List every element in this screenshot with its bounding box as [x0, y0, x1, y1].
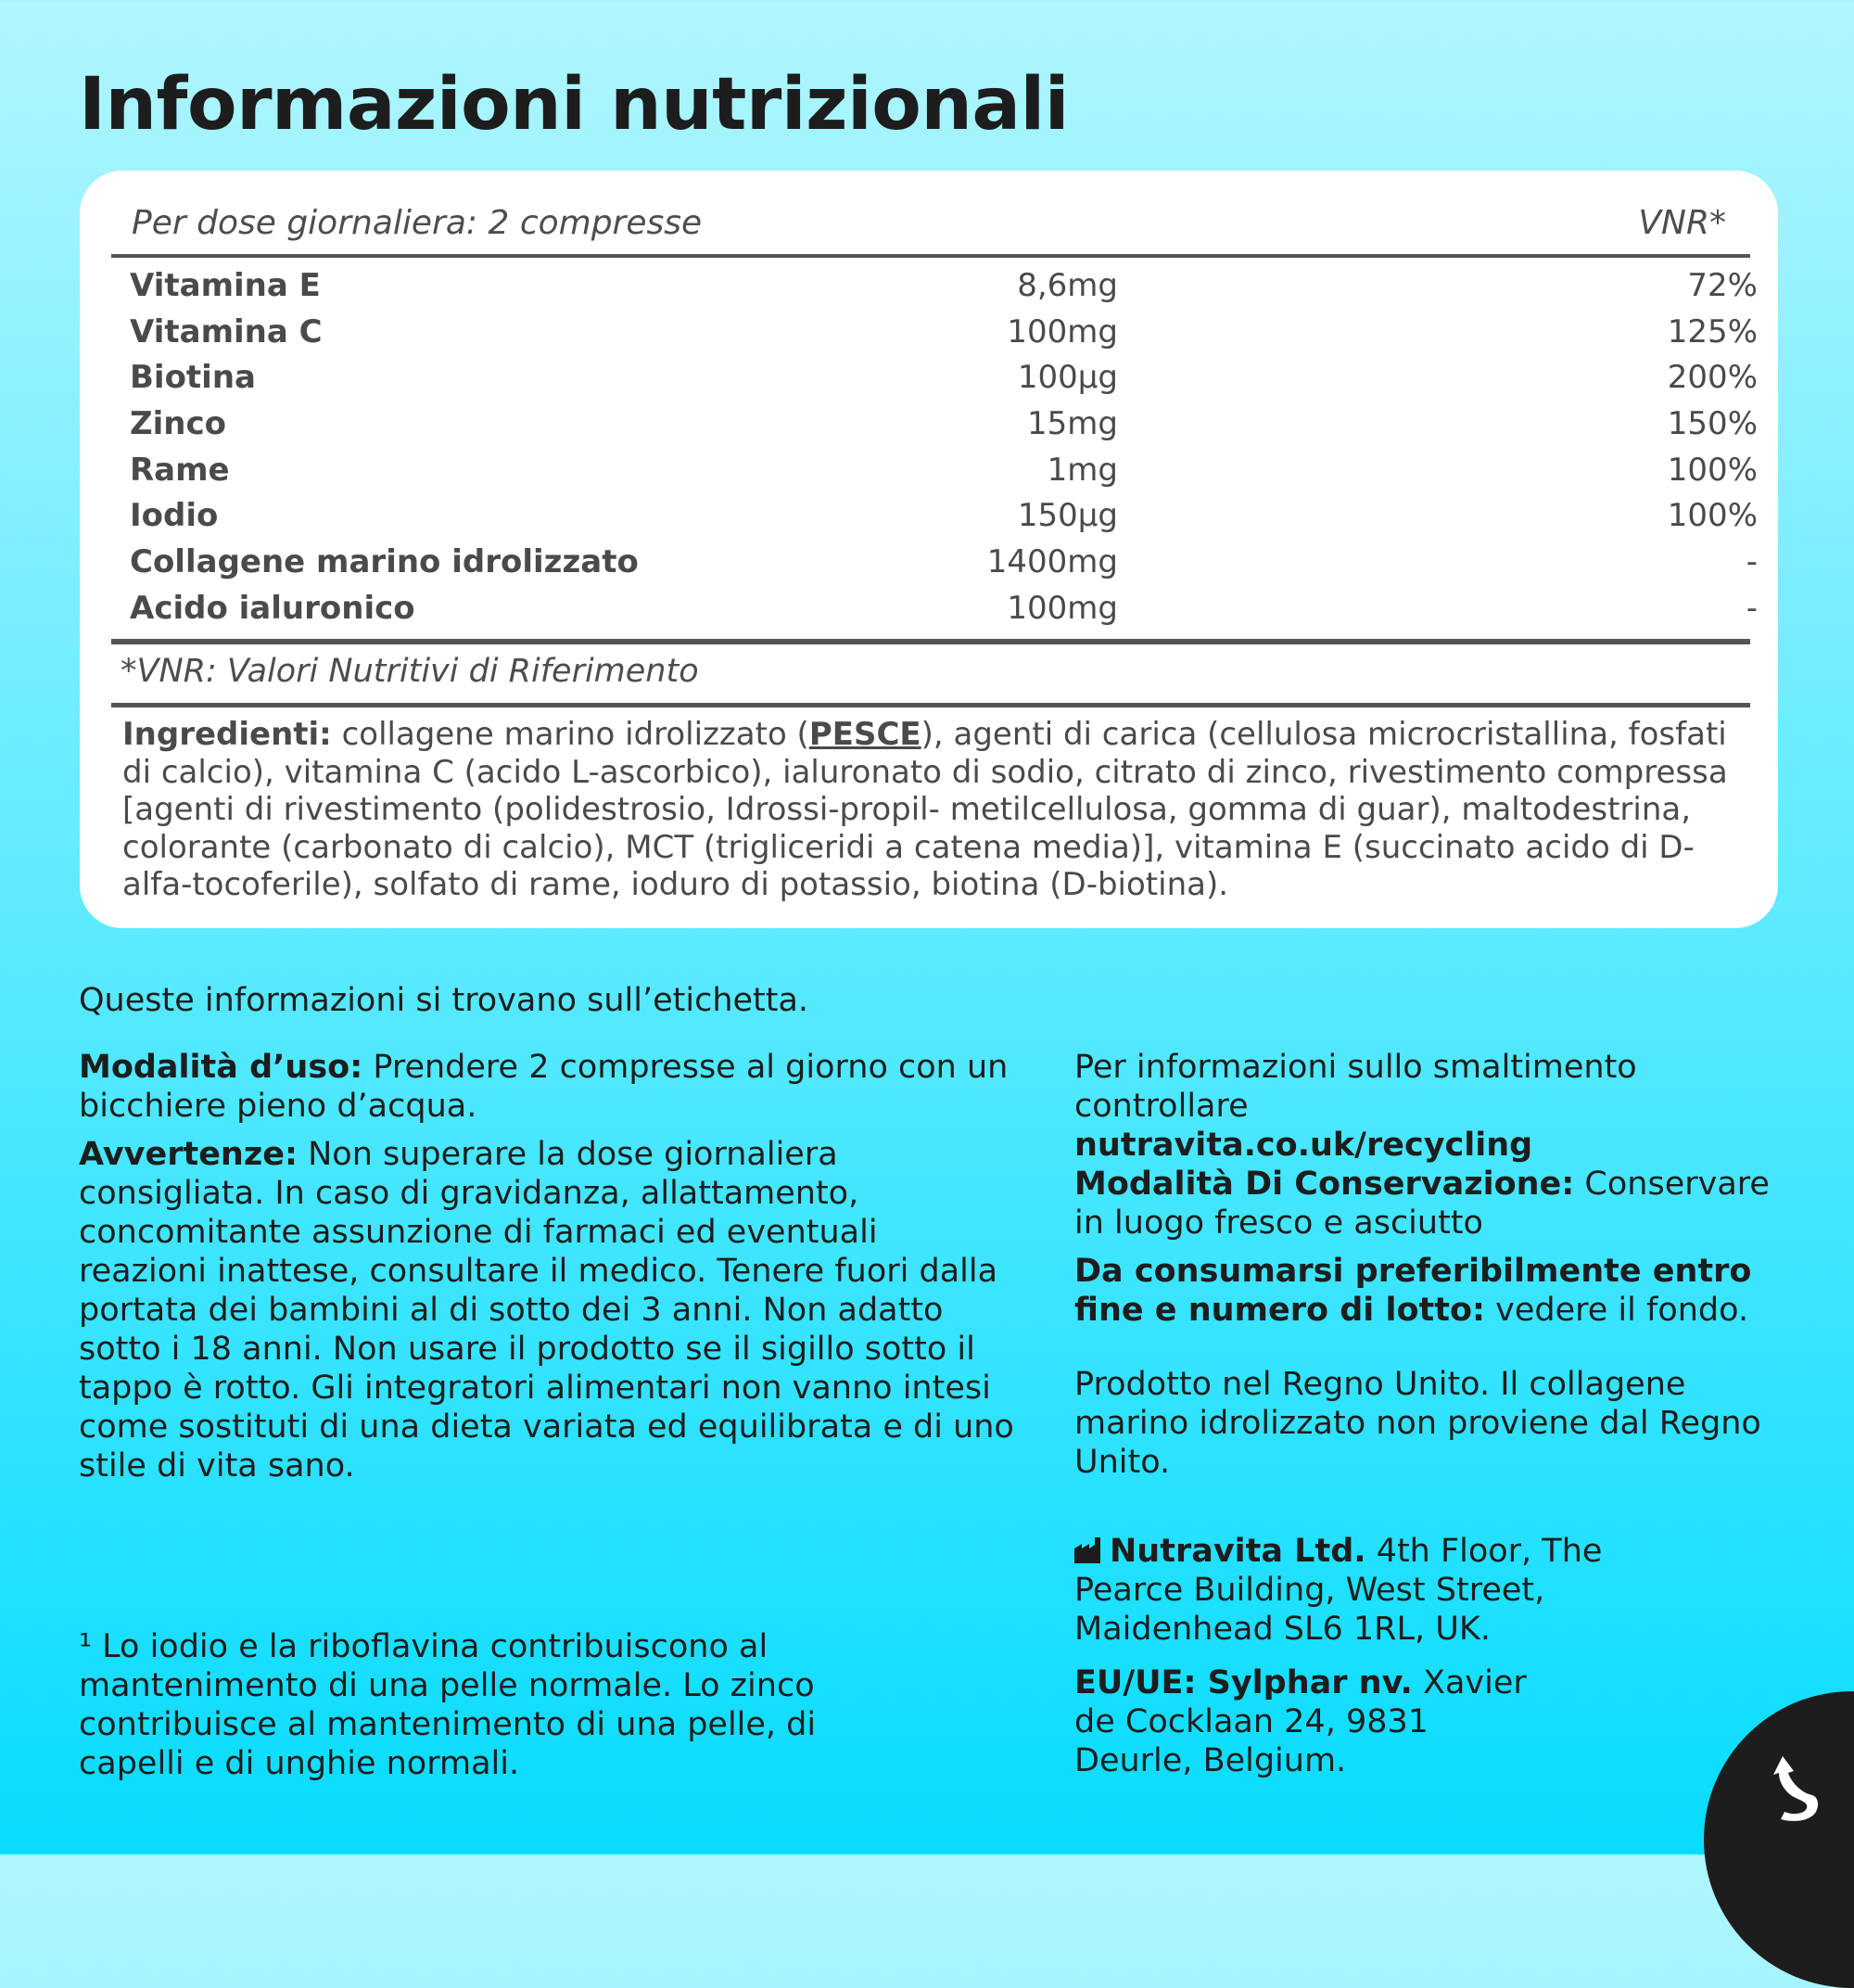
warnings — [79, 1135, 1015, 1485]
nutrient-vnr: 100% — [1667, 451, 1758, 489]
nutrient-name: Iodio — [130, 497, 219, 535]
ingredients-label: Ingredienti: — [122, 716, 332, 753]
storage-info — [1074, 1165, 1779, 1242]
eu-rep-label: EU/UE: Sylphar nv. — [1074, 1664, 1413, 1701]
label-info: Queste informazioni si trovano sull’etichetta. — [79, 982, 809, 1019]
best-before-label: Da consumarsi preferibilmente entro fine e numero di lotto: — [1074, 1253, 1752, 1329]
manufacturer-address: 4th Floor, The Pearce Building, West Street, Maidenhead SL6 1RL, UK. — [1074, 1533, 1603, 1648]
nutrient-amount: 15mg — [1027, 405, 1118, 443]
nutrient-name: Biotina — [130, 359, 256, 397]
storage-text: Conservare in luogo fresco e asciutto — [1074, 1166, 1770, 1242]
ingredients-text-end: ), agenti di carica (cellulosa microcristallina, fosfati di calcio), vitamina C (acido L-ascorbico), ialuronato di sodio, citrato di zinco, rivestimento compressa [agenti di rivestimento (polidestrosio, Idrossi-propil- metilcellulosa, gomma di guar), maltodestrina, colorante (carbonato di calcio), MCT (trigliceridi a catena media)], vitamina E (succinato acido di D-alfa-tocoferile), solfato di rame, ioduro di potassio, biotina (D-biotina). — [122, 716, 1728, 903]
table-row — [130, 491, 1758, 538]
warnings-text: Non superare la dose giornaliera consigliata. In caso di gravidanza, allattamento, concomitante assunzione di farmaci ed eventuali reazioni inattese, consultare il medico. Tenere fuori dalla portata dei bambini al di sotto dei 3 anni. Non adatto sotto i 18 anni. Non usare il prodotto se il sigillo sotto il tappo è rotto. Gli integratori alimentari non vanno intesi come sostituti di una dieta variata ed equilibrata e di uno stile di vita sano. — [79, 1136, 1014, 1485]
nutrient-amount: 1mg — [1047, 451, 1118, 489]
nutrient-amount: 150µg — [1017, 497, 1118, 535]
brand-badge — [1704, 1691, 1854, 1988]
nutrient-name: Vitamina E — [130, 267, 321, 304]
ingredients-text-start: collagene marino idrolizzato ( — [331, 716, 809, 753]
nutrient-vnr: 72% — [1687, 267, 1758, 304]
nutrient-name: Rame — [130, 451, 230, 489]
factory-icon — [1074, 1537, 1102, 1563]
serving-size: Per dose giornaliera: 2 compresse — [132, 204, 703, 242]
usage-text: Prendere 2 compresse al giorno con un bicchiere pieno d’acqua. — [79, 1049, 1009, 1125]
table-row — [130, 261, 1758, 308]
nutrient-vnr: 125% — [1667, 312, 1758, 350]
nutrient-vnr: - — [1746, 589, 1758, 627]
eu-rep-address: Xavier de Cocklaan 24, 9831 Deurle, Belgium. — [1074, 1664, 1527, 1779]
nutrient-name: Vitamina C — [130, 312, 323, 350]
nutrient-amount: 100mg — [1007, 589, 1118, 627]
table-footer-divider — [111, 639, 1750, 644]
warnings-label: Avvertenze: — [79, 1136, 298, 1173]
usage-label: Modalità d’uso: — [79, 1049, 363, 1086]
disposal-info — [1074, 1048, 1779, 1165]
table-row — [130, 446, 1758, 492]
table-row — [130, 538, 1758, 584]
manufacturer-name: Nutravita Ltd. — [1110, 1533, 1366, 1570]
table-row — [130, 584, 1758, 631]
nutrient-name: Acido ialuronico — [130, 589, 415, 627]
best-before-text: vedere il fondo. — [1485, 1292, 1749, 1329]
table-header-divider — [111, 254, 1750, 258]
ingredients-divider — [111, 703, 1750, 707]
vnr-footnote: *VNR: Valori Nutritivi di Riferimento — [121, 653, 699, 690]
table-row — [130, 400, 1758, 446]
nutrient-amount: 8,6mg — [1017, 267, 1118, 304]
recycling-link[interactable]: nutravita.co.uk/recycling — [1074, 1127, 1533, 1164]
nutrient-amount: 1400mg — [986, 543, 1118, 581]
nutrient-vnr: - — [1746, 543, 1758, 581]
nutrient-name: Zinco — [130, 405, 227, 443]
ingredients-list — [122, 716, 1754, 904]
disposal-text: Per informazioni sullo smaltimento controllare — [1074, 1049, 1637, 1125]
nutrient-name: Collagene marino idrolizzato — [130, 543, 639, 581]
allergen-highlight: PESCE — [808, 716, 921, 753]
nutrient-vnr: 150% — [1667, 405, 1758, 443]
best-before-info — [1074, 1252, 1779, 1330]
nutrition-table — [130, 261, 1758, 631]
brand-logo-icon — [1766, 1752, 1822, 1823]
usage-instructions — [79, 1048, 1015, 1126]
vnr-column-header: VNR* — [1638, 204, 1726, 242]
nutrient-vnr: 100% — [1667, 497, 1758, 535]
storage-label: Modalità Di Conservazione: — [1074, 1166, 1575, 1203]
nutrient-vnr: 200% — [1667, 359, 1758, 397]
table-row — [130, 353, 1758, 400]
eu-representative — [1074, 1663, 1556, 1780]
nutrition-card — [80, 171, 1778, 928]
manufacturer-info — [1074, 1532, 1631, 1649]
origin-info: Prodotto nel Regno Unito. Il collagene marino idrolizzato non proviene dal Regno Unito. — [1074, 1366, 1761, 1481]
page-title: Informazioni nutrizionali — [79, 63, 1069, 147]
nutrient-amount: 100mg — [1007, 312, 1118, 350]
health-claim: ¹ Lo iodio e la riboflavina contribuiscono al mantenimento di una pelle normale. Lo zinco contribuisce al mantenimento di una pelle, di capelli e di unghie normali. — [79, 1628, 817, 1782]
nutrient-amount: 100µg — [1017, 359, 1118, 397]
table-row — [130, 308, 1758, 354]
